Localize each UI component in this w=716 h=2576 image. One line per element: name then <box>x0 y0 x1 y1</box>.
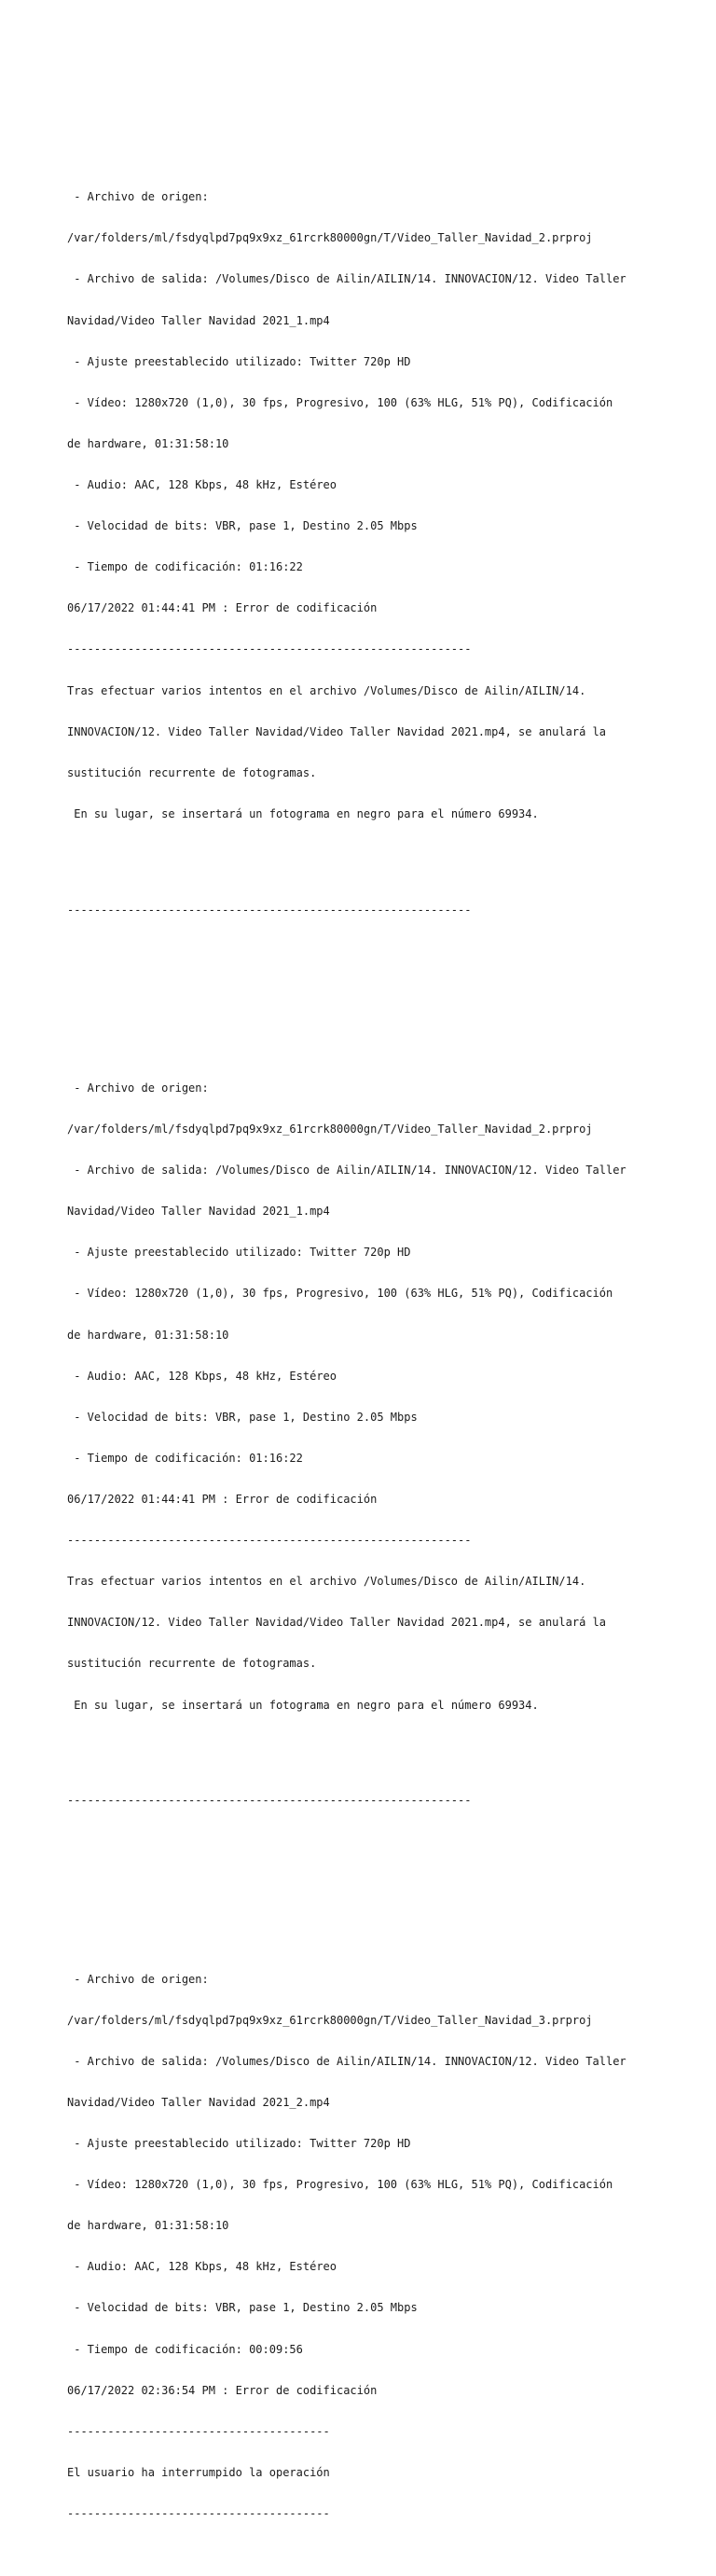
origin-path: /var/folders/ml/fsdyqlpd7pq9x9xz_61rcrk80000gn/T/Video_Taller_Navidad_2.prproj <box>67 1123 593 1136</box>
origin-path: /var/folders/ml/fsdyqlpd7pq9x9xz_61rcrk80000gn/T/Video_Taller_Navidad_2.prproj <box>67 231 593 245</box>
error-message-line: Tras efectuar varios intentos en el archivo /Volumes/Disco de Ailin/AILIN/14. <box>67 1575 586 1589</box>
separator: --------------------------------------- <box>67 2424 330 2438</box>
log-entry <box>67 163 710 999</box>
bitrate-line: - Velocidad de bits: VBR, pase 1, Destino 2.05 Mbps <box>67 1410 418 1424</box>
bitrate-line: - Velocidad de bits: VBR, pase 1, Destino 2.05 Mbps <box>67 519 418 533</box>
origin-path: /var/folders/ml/fsdyqlpd7pq9x9xz_61rcrk80000gn/T/Video_Taller_Navidad_3.prproj <box>67 2013 593 2027</box>
preset-line: - Ajuste preestablecido utilizado: Twitter 720p HD <box>67 1246 411 1260</box>
separator: --------------------------------------- <box>67 2506 330 2520</box>
log-entry <box>67 1945 710 2548</box>
output-file-line: - Archivo de salida: /Volumes/Disco de Ailin/AILIN/14. INNOVACION/12. Video Taller <box>67 2054 626 2068</box>
error-message-line: En su lugar, se insertará un fotograma en negro para el número 69934. <box>67 1698 539 1712</box>
error-message-line: El usuario ha interrumpido la operación <box>67 2465 330 2479</box>
video-line: de hardware, 01:31:58:10 <box>67 2219 229 2233</box>
error-timestamp: 06/17/2022 02:36:54 PM : Error de codificación <box>67 2383 378 2397</box>
spacer <box>67 848 710 875</box>
encode-time-line: - Tiempo de codificación: 01:16:22 <box>67 560 303 574</box>
output-file-line: Navidad/Video Taller Navidad 2021_1.mp4 <box>67 313 330 327</box>
origin-label: - Archivo de origen: <box>67 1081 209 1095</box>
preset-line: - Ajuste preestablecido utilizado: Twitter 720p HD <box>67 2137 411 2150</box>
audio-line: - Audio: AAC, 128 Kbps, 48 kHz, Estéreo <box>67 1369 337 1383</box>
encode-time-line: - Tiempo de codificación: 00:09:56 <box>67 2342 303 2356</box>
output-file-line: - Archivo de salida: /Volumes/Disco de Ailin/AILIN/14. INNOVACION/12. Video Taller <box>67 272 626 286</box>
bitrate-line: - Velocidad de bits: VBR, pase 1, Destino 2.05 Mbps <box>67 2301 418 2315</box>
video-line: - Vídeo: 1280x720 (1,0), 30 fps, Progresivo, 100 (63% HLG, 51% PQ), Codificación <box>67 2178 613 2192</box>
spacer <box>67 944 710 971</box>
encoding-log-document <box>67 108 710 2576</box>
output-file-line: Navidad/Video Taller Navidad 2021_2.mp4 <box>67 2095 330 2109</box>
video-line: de hardware, 01:31:58:10 <box>67 1328 229 1342</box>
origin-label: - Archivo de origen: <box>67 190 209 204</box>
spacer <box>67 1836 710 1863</box>
audio-line: - Audio: AAC, 128 Kbps, 48 kHz, Estéreo <box>67 477 337 491</box>
encode-time-line: - Tiempo de codificación: 01:16:22 <box>67 1451 303 1465</box>
error-message-line: sustitución recurrente de fotogramas. <box>67 1657 317 1671</box>
video-line: - Vídeo: 1280x720 (1,0), 30 fps, Progresivo, 100 (63% HLG, 51% PQ), Codificación <box>67 395 613 409</box>
error-timestamp: 06/17/2022 01:44:41 PM : Error de codificación <box>67 601 378 615</box>
output-file-line: - Archivo de salida: /Volumes/Disco de Ailin/AILIN/14. INNOVACION/12. Video Taller <box>67 1164 626 1178</box>
error-message-line: En su lugar, se insertará un fotograma en negro para el número 69934. <box>67 806 539 820</box>
error-timestamp: 06/17/2022 01:44:41 PM : Error de codificación <box>67 1492 378 1506</box>
error-message-line: INNOVACION/12. Video Taller Navidad/Video Taller Navidad 2021.mp4, se anulará la <box>67 1616 606 1630</box>
error-message-line: INNOVACION/12. Video Taller Navidad/Video Taller Navidad 2021.mp4, se anulará la <box>67 724 606 738</box>
audio-line: - Audio: AAC, 128 Kbps, 48 kHz, Estéreo <box>67 2260 337 2274</box>
error-message-line: Tras efectuar varios intentos en el archivo /Volumes/Disco de Ailin/AILIN/14. <box>67 683 586 697</box>
log-entry <box>67 1054 710 1890</box>
spacer <box>67 1740 710 1767</box>
error-message-line: sustitución recurrente de fotogramas. <box>67 765 317 779</box>
separator: ------------------------------------------------------------ <box>67 902 472 916</box>
preset-line: - Ajuste preestablecido utilizado: Twitter 720p HD <box>67 354 411 368</box>
output-file-line: Navidad/Video Taller Navidad 2021_1.mp4 <box>67 1205 330 1219</box>
video-line: - Vídeo: 1280x720 (1,0), 30 fps, Progresivo, 100 (63% HLG, 51% PQ), Codificación <box>67 1287 613 1301</box>
separator: ------------------------------------------------------------ <box>67 1534 472 1548</box>
origin-label: - Archivo de origen: <box>67 1972 209 1986</box>
separator: ------------------------------------------------------------ <box>67 642 472 656</box>
video-line: de hardware, 01:31:58:10 <box>67 436 229 450</box>
separator: ------------------------------------------------------------ <box>67 1794 472 1808</box>
